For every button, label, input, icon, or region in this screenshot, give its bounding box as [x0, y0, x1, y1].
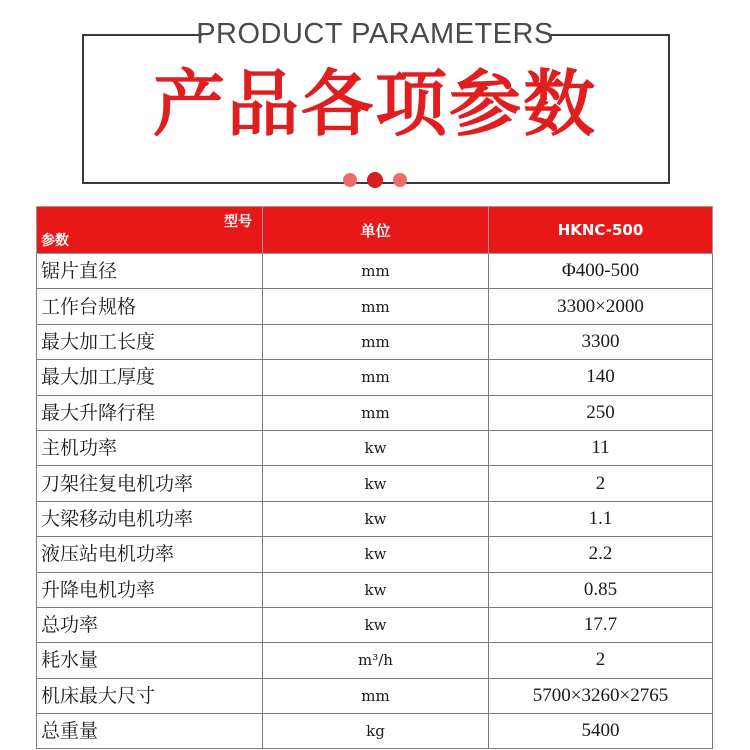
unit-cell: kw — [263, 430, 489, 465]
param-name-cell: 最大加工厚度 — [37, 360, 263, 395]
unit-cell: kw — [263, 572, 489, 607]
header-diagonal-cell — [37, 207, 263, 254]
dot-indicator-1 — [343, 173, 357, 187]
header-unit-label: 单位 — [263, 207, 489, 254]
value-cell: 0.85 — [489, 572, 713, 607]
param-name-cell: 液压站电机功率 — [37, 537, 263, 572]
table-row — [37, 430, 713, 465]
page-title: 产品各项参数 — [152, 62, 597, 146]
value-cell: 2 — [489, 643, 713, 678]
value-cell: 2 — [489, 466, 713, 501]
param-name-cell: 主机功率 — [37, 430, 263, 465]
param-name-cell: 大梁移动电机功率 — [37, 501, 263, 536]
unit-cell: mm — [263, 324, 489, 359]
value-cell: 1.1 — [489, 501, 713, 536]
unit-cell: kw — [263, 501, 489, 536]
param-name-cell: 机床最大尺寸 — [37, 678, 263, 713]
table-row — [37, 289, 713, 324]
param-name-cell: 工作台规格 — [37, 289, 263, 324]
param-name-cell: 升降电机功率 — [37, 572, 263, 607]
table-header-row — [37, 207, 713, 254]
param-name-cell: 总重量 — [37, 714, 263, 749]
carousel-dots — [0, 173, 750, 189]
unit-cell: kg — [263, 714, 489, 749]
spec-table — [36, 206, 713, 749]
param-name-cell: 总功率 — [37, 607, 263, 642]
header-model-label: 型号 — [224, 214, 252, 230]
param-name-cell: 刀架往复电机功率 — [37, 466, 263, 501]
header-param-label: 参数 — [41, 233, 69, 249]
table-row — [37, 324, 713, 359]
dot-indicator-2-active — [367, 172, 383, 188]
param-name-cell: 最大升降行程 — [37, 395, 263, 430]
value-cell: 5400 — [489, 714, 713, 749]
table-body — [37, 254, 713, 749]
table-row — [37, 466, 713, 501]
unit-cell: mm — [263, 395, 489, 430]
value-cell: 17.7 — [489, 607, 713, 642]
value-cell: 2.2 — [489, 537, 713, 572]
table-row — [37, 537, 713, 572]
unit-cell: mm — [263, 678, 489, 713]
param-name-cell: 锯片直径 — [37, 254, 263, 289]
unit-cell: mm — [263, 254, 489, 289]
table-row — [37, 714, 713, 749]
unit-cell: kw — [263, 466, 489, 501]
table-row — [37, 607, 713, 642]
unit-cell: kw — [263, 537, 489, 572]
value-cell: 3300×2000 — [489, 289, 713, 324]
value-cell: 140 — [489, 360, 713, 395]
header-model-value: HKNC-500 — [489, 207, 713, 254]
value-cell: 250 — [489, 395, 713, 430]
value-cell: 5700×3260×2765 — [489, 678, 713, 713]
value-cell: Φ400-500 — [489, 254, 713, 289]
table-row — [37, 254, 713, 289]
unit-cell: kw — [263, 607, 489, 642]
param-name-cell: 最大加工长度 — [37, 324, 263, 359]
value-cell: 11 — [489, 430, 713, 465]
table-row — [37, 501, 713, 536]
dot-indicator-3 — [393, 173, 407, 187]
table-row — [37, 360, 713, 395]
unit-cell: m³/h — [263, 643, 489, 678]
param-name-cell: 耗水量 — [37, 643, 263, 678]
table-row — [37, 678, 713, 713]
table-row — [37, 572, 713, 607]
subtitle-english: PRODUCT PARAMETERS — [196, 18, 554, 50]
unit-cell: mm — [263, 360, 489, 395]
unit-cell: mm — [263, 289, 489, 324]
table-row — [37, 395, 713, 430]
value-cell: 3300 — [489, 324, 713, 359]
table-row — [37, 643, 713, 678]
